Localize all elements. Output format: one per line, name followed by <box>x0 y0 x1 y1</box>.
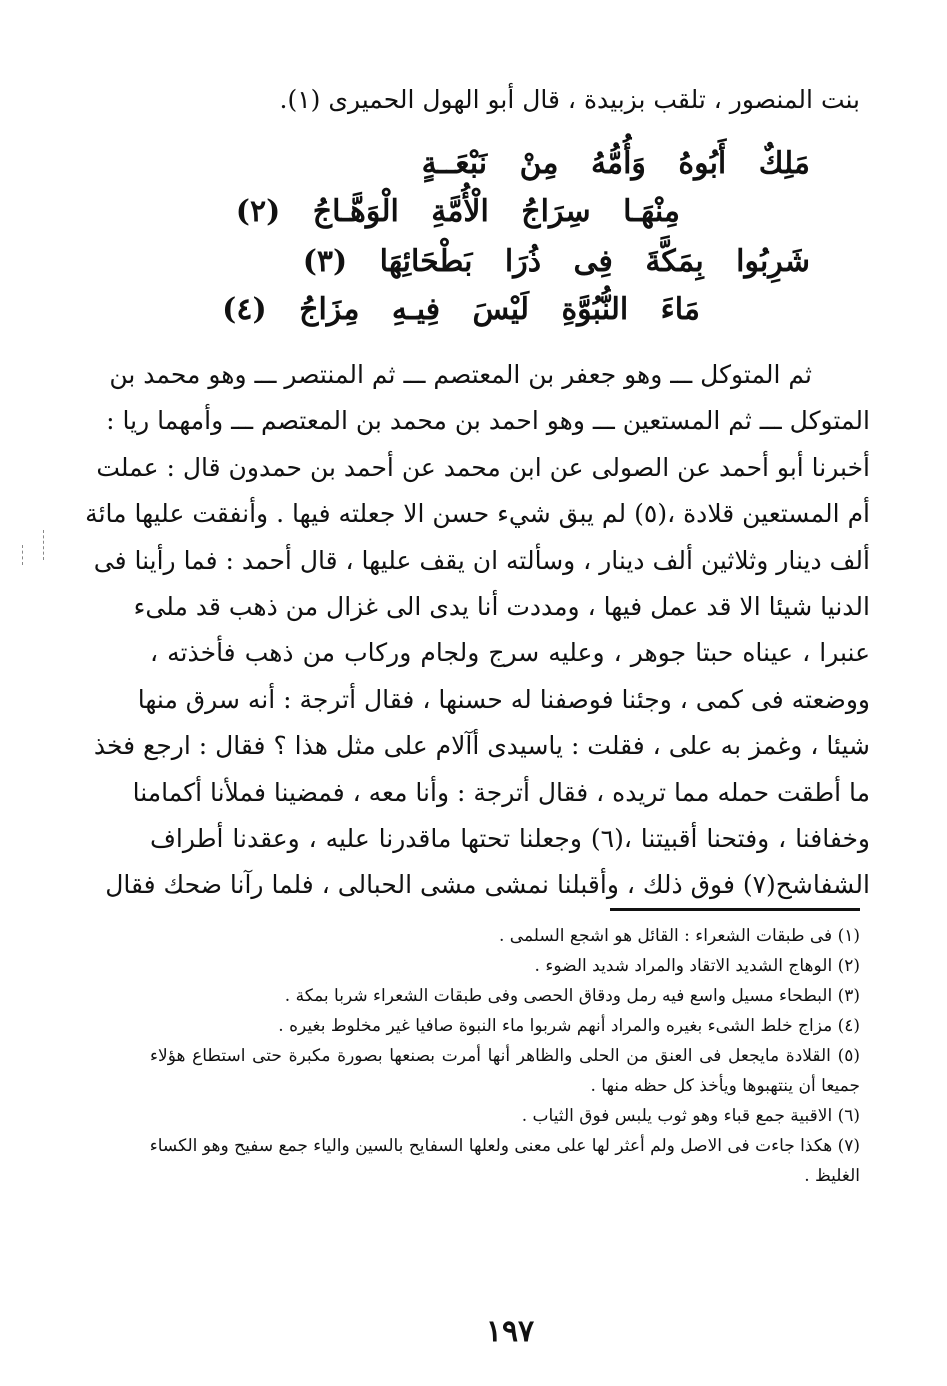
footnotes <box>150 921 860 1191</box>
text-line: ألف دينار وثلاثين ألف دينار ، وسألته ان يقف عليها ، قال أحمد : فما رأينا فى <box>93 545 870 575</box>
page-number: ١٩٧ <box>485 1314 535 1349</box>
footnote: (٧) هكذا جاءت فى الاصل ولم أعثر لها على معنى ولعلها السفايح بالسين والياء جمع سفيح وهو الكساء <box>149 1136 860 1156</box>
text-line: ما أطقت حمله مما تريده ، فقال أترجة : وأنا معه ، فمضينا فملأنا أكمامنا <box>132 777 870 807</box>
footnote-continuation: الغليظ . <box>804 1166 860 1186</box>
footnote: (٦) الاقبية جمع قباء وهو ثوب يلبس فوق الثياب . <box>521 1106 860 1126</box>
footnote-separator <box>610 908 860 911</box>
text-line: المتوكل ـــ ثم المستعين ـــ وهو احمد بن محمد بن المعتصم ـــ وأمهما ريا : <box>106 406 870 436</box>
margin-mark <box>22 545 23 565</box>
text-line: الدنيا شيئا الا قد عمل فيها ، ومددت أنا يدى الى غزال من ذهب قد ملىء <box>133 591 870 621</box>
text-line: أم المستعين قلادة ،(٥) لم يبق شيء حسن الا جعلته فيها . وأنفقت عليها مائة <box>85 499 870 529</box>
text-line: وخفافنا ، وفتحنا أقبيتنا ،(٦) وجعلنا تحتها ماقدرنا عليه ، وعقدنا أطراف <box>150 823 870 853</box>
poem-verse: مِنْهَـا سِرَاجُ الْأُمَّةِ الْوَهَّـاجُ (٢) <box>235 194 680 229</box>
poem-verse: مَاءَ النُّبُوَّةِ لَيْسَ فِيـهِ مِزَاجُ (٤) <box>222 292 700 327</box>
book-page <box>85 70 870 1370</box>
text-line: شيئا ، وغمز به على ، فقلت : ياسيدى أآلام على مثل هذا ؟ فقال : ارجع فخذ <box>93 731 870 761</box>
intro-line: بنت المنصور ، تلقب بزبيدة ، قال أبو الهول الحميرى (١). <box>279 85 860 114</box>
footnote: (٤) مزاج خلط الشىء بغيره والمراد أنهم شربوا ماء النبوة صافيا غير مخلوط بغيره . <box>278 1016 860 1036</box>
footnote: (٢) الوهاج الشديد الاتقاد والمراد شديد الضوء . <box>534 956 860 976</box>
text-line: الشفاشح(٧) فوق ذلك ، وأقبلنا نمشى مشى الحبالى ، فلما رآنا ضحك فقال <box>105 870 870 900</box>
poem-verse: شَرِبُوا بِمَكَّةَ فِى ذُرَا بَطْحَائِهَا (٣) <box>302 244 810 279</box>
text-line: أخبرنا أبو أحمد عن الصولى عن ابن محمد عن أحمد بن حمدون قال : عملت <box>96 452 870 482</box>
body-text <box>85 352 870 909</box>
footnote: (١) فى طبقات الشعراء : القائل هو اشجع السلمى . <box>498 926 860 946</box>
footnote: (٣) البطحاء مسيل واسع فيه رمل ودقاق الحصى وفى طبقات الشعراء شربا بمكة . <box>284 986 860 1006</box>
text-line: ثم المتوكل ـــ وهو جعفر بن المعتصم ـــ ثم المنتصر ـــ وهو محمد بن <box>109 360 812 389</box>
margin-mark <box>43 530 44 560</box>
footnote: (٥) القلادة مايجعل فى العنق من الحلى والظاهر أنها أمرت بصنعها بصورة مكبرة حتى استطاع هؤلاء <box>150 1046 860 1066</box>
text-line: عنبرا ، عيناه حبتا جوهر ، وعليه سرج ولجام وركاب من ذهب فأخذته ، <box>150 638 870 668</box>
footnote-continuation: جميعا أن ينتهبوها ويأخذ كل حظه منها . <box>590 1076 860 1096</box>
text-line: ووضعته فى كمى ، وجئنا فوصفنا له حسنها ، فقال أترجة : أنه سرق منها <box>137 684 870 714</box>
poem-verse: مَلِكٌ أَبُوهُ وَأُمُّهُ مِنْ نَبْعَــةٍ <box>421 146 810 181</box>
